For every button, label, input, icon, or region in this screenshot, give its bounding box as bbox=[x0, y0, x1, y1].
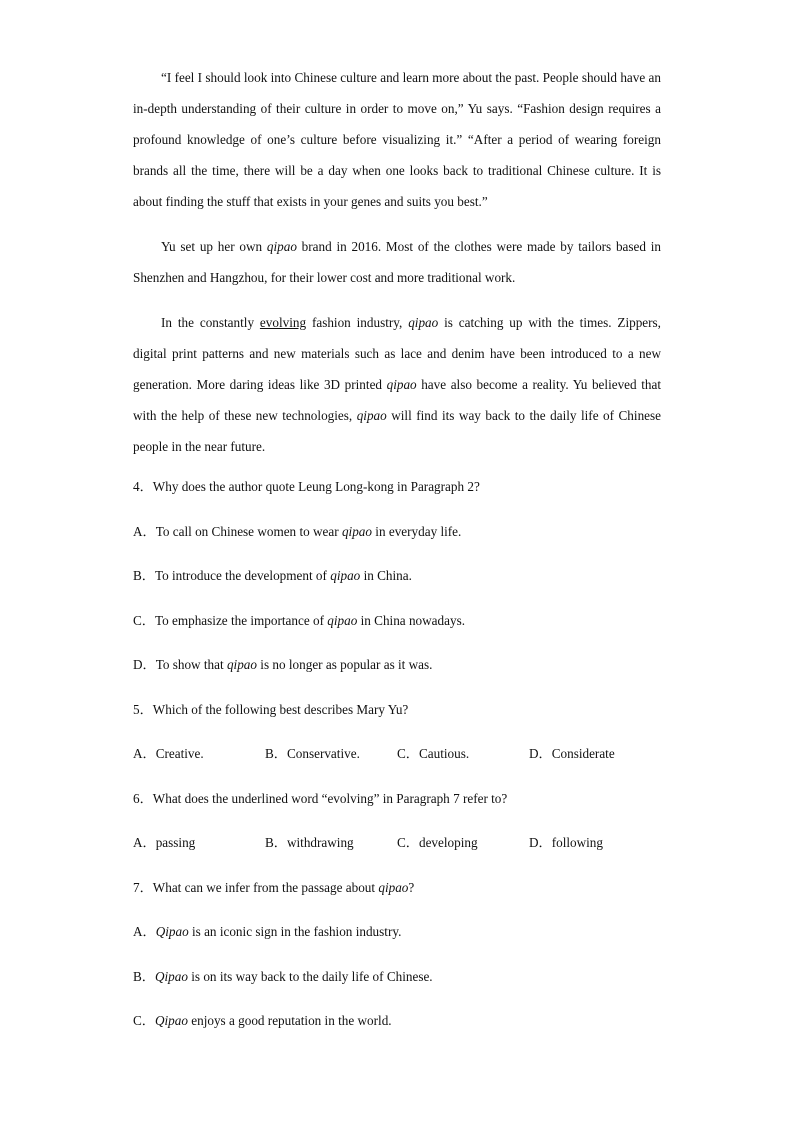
question-5-option-a: A．Creative. bbox=[133, 746, 204, 761]
passage-paragraph-2: Yu set up her own qipao brand in 2016. Most of the clothes were made by tailors based in Shenzhen and Hangzhou, for their lower cost and more traditional work. bbox=[133, 239, 661, 285]
document-page bbox=[133, 62, 661, 1055]
question-5-options bbox=[133, 743, 661, 765]
question-4-option-c: C．To emphasize the importance of qipao in China nowadays. bbox=[133, 612, 465, 628]
question-6-option-c: C．developing bbox=[397, 835, 478, 850]
question-6-stem: 6．What does the underlined word “evolving” in Paragraph 7 refer to? bbox=[133, 790, 508, 806]
question-6-option-a: A．passing bbox=[133, 835, 196, 850]
question-6-option-d: D．following bbox=[529, 835, 603, 850]
question-6-option-b: B．withdrawing bbox=[265, 835, 354, 850]
question-4-stem: 4．Why does the author quote Leung Long-kong in Paragraph 2? bbox=[133, 479, 480, 494]
question-4-option-d: D．To show that qipao is no longer as popular as it was. bbox=[133, 657, 433, 672]
passage-paragraph-1: “I feel I should look into Chinese culture and learn more about the past. People should have an in-depth understanding of their culture in order to move on,” Yu says. “Fashion design requires a profound knowledge of one’s culture before visualizing it.” “After a period of wearing foreign brands all the time, there will be a day when one looks back to traditional Chinese culture. It is about finding the stuff that exists in your genes and suits you best.” bbox=[133, 70, 661, 209]
question-7-option-c: C．Qipao enjoys a good reputation in the world. bbox=[133, 1013, 392, 1028]
question-5-option-c: C．Cautious. bbox=[397, 746, 470, 761]
question-7-option-a: A．Qipao is an iconic sign in the fashion industry. bbox=[133, 924, 402, 939]
underlined-word: evolving bbox=[259, 315, 307, 330]
question-4-option-b: B．To introduce the development of qipao in China. bbox=[133, 568, 412, 583]
question-5-stem: 5．Which of the following best describes Mary Yu? bbox=[133, 701, 409, 717]
question-6-options bbox=[133, 832, 661, 854]
question-5-option-b: B．Conservative. bbox=[265, 746, 360, 761]
question-4-option-a: A．To call on Chinese women to wear qipao in everyday life. bbox=[133, 523, 462, 539]
question-7-stem: 7．What can we infer from the passage about qipao? bbox=[133, 879, 415, 895]
question-5-option-d: D．Considerate bbox=[529, 746, 615, 761]
passage-paragraph-3: In the constantly evolving fashion industry, qipao is catching up with the times. Zippers, digital print patterns and new materials such as lace and denim have been introduced to a new generation. More daring ideas like 3D printed qipao have also become a reality. Yu believed that with the help of these new technologies, qipao will find its way back to the daily life of Chinese people in the near future. bbox=[133, 315, 661, 454]
question-7-option-b: B．Qipao is on its way back to the daily life of Chinese. bbox=[133, 968, 433, 984]
